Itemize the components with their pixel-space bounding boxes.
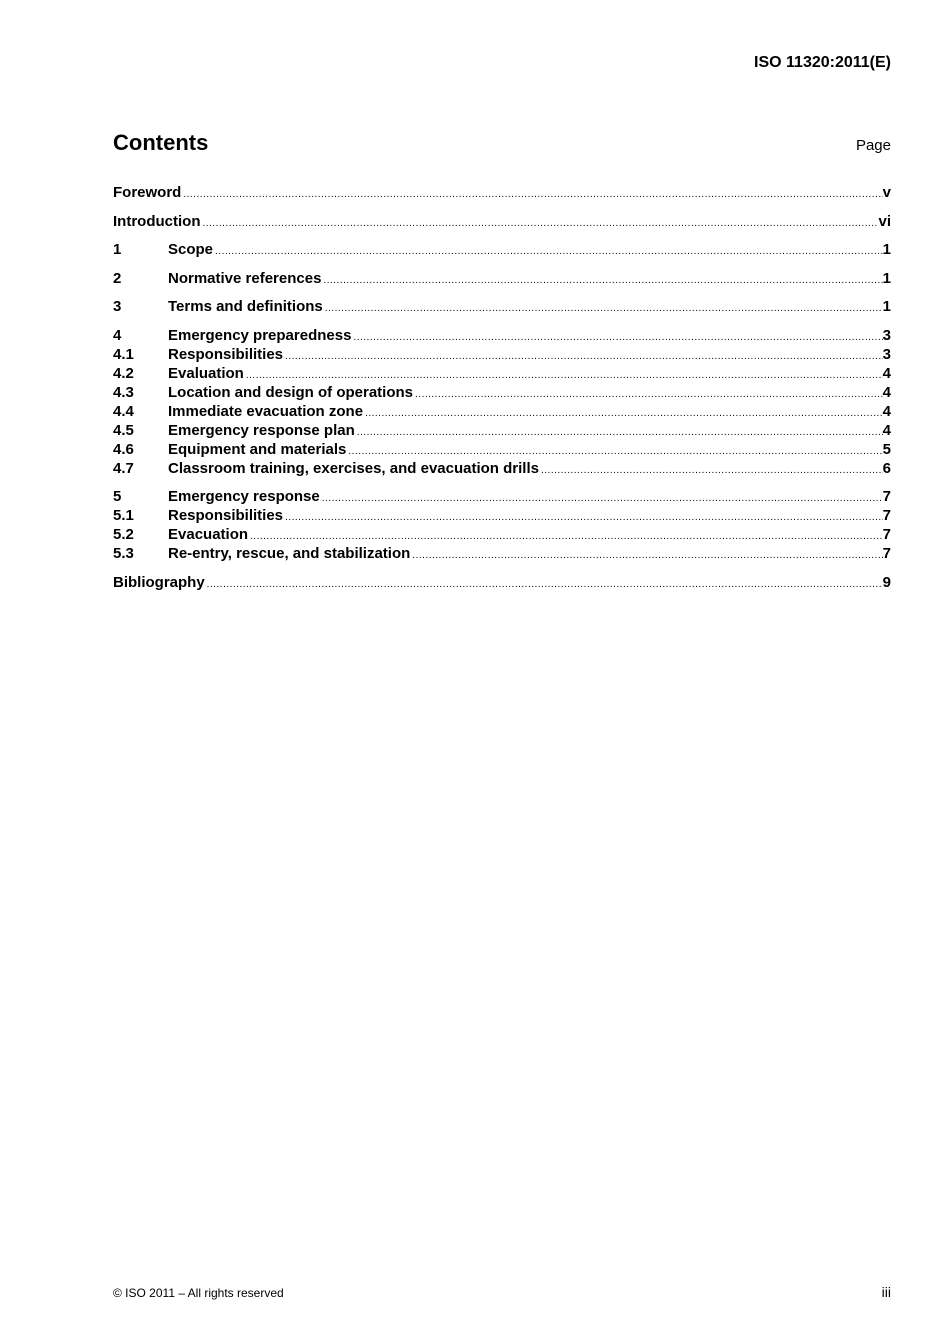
toc-entry-title: Bibliography [113, 573, 205, 591]
toc-leader-dots [323, 299, 883, 318]
toc-entry[interactable] [113, 183, 891, 202]
toc-leader-dots [355, 423, 883, 442]
toc-entry-page: 7 [882, 488, 891, 505]
toc-entry-number: 1 [113, 241, 122, 258]
page-column-label: Page [855, 137, 891, 154]
toc-entry-page: 7 [882, 545, 891, 562]
toc-leader-dots [283, 508, 883, 527]
toc-entry-page: 3 [882, 345, 891, 363]
toc-leader-dots [363, 404, 883, 423]
toc-entry-title: Introduction [113, 212, 201, 230]
toc-entry[interactable] [113, 506, 891, 525]
toc-entry[interactable] [113, 240, 891, 259]
toc-entry[interactable] [113, 364, 891, 383]
toc-entry-title: Equipment and materials [168, 440, 347, 458]
footer-copyright: © ISO 2011 – All rights reserved [113, 1286, 284, 1300]
toc-leader-dots [539, 461, 883, 480]
toc-entry-number: 4 [113, 326, 122, 344]
toc-entry-number: 5.1 [113, 507, 134, 524]
toc-leader-dots [283, 347, 883, 366]
toc-entry-title: Emergency response [168, 488, 320, 505]
toc-entry-number: 4.6 [113, 440, 134, 458]
toc-entry[interactable] [113, 212, 891, 231]
toc-entry-number: 4.2 [113, 364, 134, 382]
toc-entry[interactable] [113, 459, 891, 478]
toc-entry-page: 1 [882, 269, 891, 287]
toc-entry-number: 4.3 [113, 383, 134, 401]
toc-entry-title: Evaluation [168, 364, 244, 382]
toc-entry[interactable] [113, 487, 891, 506]
toc-entry-page: vi [878, 212, 891, 230]
toc-entry-page: 7 [882, 507, 891, 524]
toc-leader-dots [213, 242, 883, 261]
toc-entry-title: Responsibilities [168, 345, 284, 363]
toc-entry-number: 5.3 [113, 545, 134, 562]
toc-entry-page: 3 [882, 326, 891, 344]
toc-entry-title: Immediate evacuation zone [168, 402, 364, 420]
toc-entry-title: Foreword [113, 184, 182, 201]
toc-entry-page: 5 [882, 440, 891, 458]
toc-entry-title: Emergency response plan [168, 421, 355, 439]
toc-entry[interactable] [113, 421, 891, 440]
toc-entry[interactable] [113, 573, 891, 592]
toc-entry[interactable] [113, 440, 891, 459]
toc-leader-dots [205, 575, 883, 594]
toc-leader-dots [410, 546, 882, 565]
toc-entry-page: 1 [882, 298, 891, 315]
toc-entry-title: Responsibilities [168, 507, 284, 524]
toc-entry[interactable] [113, 297, 891, 316]
toc-entry-page: 1 [882, 241, 891, 258]
toc-entry[interactable] [113, 544, 891, 563]
toc-entry-number: 5.2 [113, 526, 134, 543]
toc-entry-title: Normative references [168, 269, 322, 287]
toc-entry-title: Re-entry, rescue, and stabilization [168, 545, 411, 562]
toc-entry-number: 4.1 [113, 345, 134, 363]
toc-entry-number: 4.4 [113, 402, 134, 420]
footer-page-number: iii [881, 1284, 891, 1300]
toc-entry-page: 9 [882, 573, 891, 591]
document-id: ISO 11320:2011(E) [754, 54, 891, 71]
toc-leader-dots [413, 385, 883, 404]
toc-entry-page: 7 [882, 526, 891, 543]
toc-entry-number: 5 [113, 488, 122, 505]
toc-leader-dots [181, 185, 882, 204]
toc-entry-number: 4.5 [113, 421, 134, 439]
toc-entry-page: 6 [882, 459, 891, 477]
toc-entry[interactable] [113, 326, 891, 345]
toc-entry-page: 4 [882, 364, 891, 382]
contents-title: Contents [113, 130, 209, 155]
toc-entry-title: Location and design of operations [168, 383, 414, 401]
toc-entry-title: Emergency preparedness [168, 326, 352, 344]
toc-entry-page: 4 [882, 383, 891, 401]
toc-entry-number: 4.7 [113, 459, 134, 477]
toc-leader-dots [200, 214, 878, 233]
toc-entry-title: Classroom training, exercises, and evacuation drills [168, 459, 539, 477]
toc-entry-page: 4 [882, 402, 891, 420]
toc-entry-title: Scope [168, 241, 214, 258]
toc-entry[interactable] [113, 383, 891, 402]
toc-entry-title: Terms and definitions [168, 298, 323, 315]
toc-entry-number: 2 [113, 269, 122, 287]
toc-entry[interactable] [113, 402, 891, 421]
toc-entry-page: 4 [882, 421, 891, 439]
toc-entry-title: Evacuation [168, 526, 249, 543]
toc-leader-dots [321, 271, 882, 290]
toc-entry-page: v [882, 184, 891, 201]
table-of-contents [113, 183, 891, 592]
contents-header [113, 130, 891, 156]
toc-entry[interactable] [113, 269, 891, 288]
toc-entry[interactable] [113, 345, 891, 364]
toc-entry[interactable] [113, 525, 891, 544]
toc-leader-dots [351, 328, 882, 347]
toc-entry-number: 3 [113, 298, 122, 315]
toc-leader-dots [320, 489, 883, 508]
